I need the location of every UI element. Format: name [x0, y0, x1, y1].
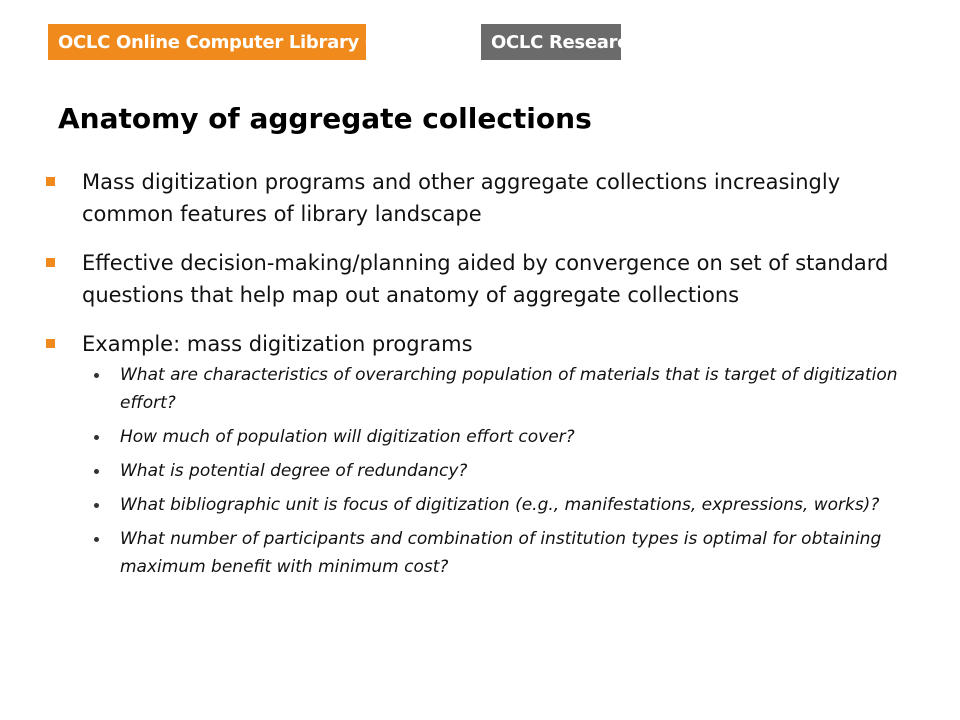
sub-bullet-item [86, 457, 924, 485]
sub-bullet-item [86, 361, 924, 417]
bullet-text: Mass digitization programs and other aggregate collections increasingly common features of library landscape [82, 170, 841, 226]
slide-title: Anatomy of aggregate collections [58, 102, 592, 135]
sub-bullet-item [86, 525, 924, 581]
bullet-item [44, 166, 924, 230]
bullet-item [44, 247, 924, 311]
sub-bullet-text: What is potential degree of redundancy? [120, 461, 468, 481]
sub-bullet-item [86, 423, 924, 451]
square-bullet-icon [46, 339, 55, 348]
sub-bullet-text: What are characteristics of overarching population of materials that is target of digitization effort? [120, 365, 898, 413]
oclc-logo [48, 24, 432, 60]
oclc-research-logo [481, 24, 641, 60]
dot-bullet-icon [94, 503, 99, 508]
bullet-text: Example: mass digitization programs [82, 332, 473, 356]
sub-bullet-text: What bibliographic unit is focus of digitization (e.g., manifestations, expressions, works)? [120, 495, 880, 515]
oclc-logo-text: OCLC Online Computer Library Center [58, 31, 432, 53]
bullet-item [44, 328, 924, 581]
sub-bullet-item [86, 491, 924, 519]
sub-bullet-list [82, 361, 924, 581]
bullet-list [44, 166, 924, 581]
oclc-research-logo-text: OCLC Research [491, 31, 641, 53]
sub-bullet-text: What number of participants and combination of institution types is optimal for obtaining maximum benefit with minimum cost? [120, 529, 882, 577]
sub-bullet-text: How much of population will digitization effort cover? [120, 427, 575, 447]
dot-bullet-icon [94, 537, 99, 542]
square-bullet-icon [46, 177, 55, 186]
dot-bullet-icon [94, 469, 99, 474]
dot-bullet-icon [94, 373, 99, 378]
dot-bullet-icon [94, 435, 99, 440]
square-bullet-icon [46, 258, 55, 267]
bullet-text: Effective decision-making/planning aided by convergence on set of standard questions that help map out anatomy of aggregate collections [82, 251, 889, 307]
